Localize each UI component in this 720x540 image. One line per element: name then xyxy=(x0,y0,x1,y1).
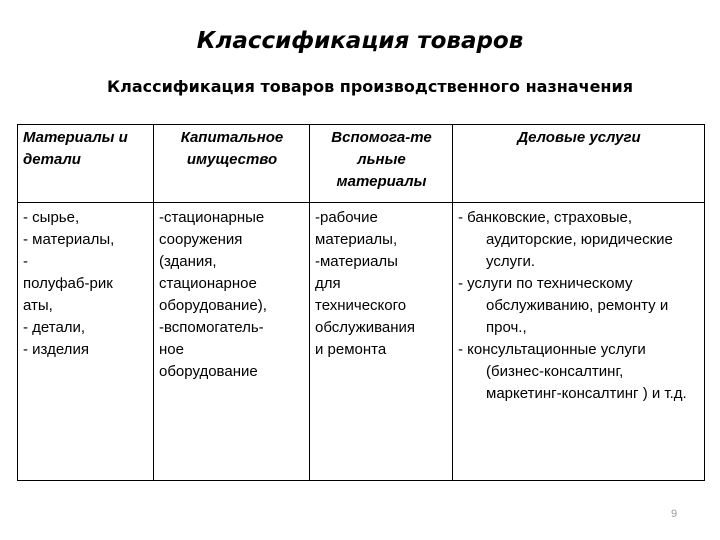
cell-capital xyxy=(154,203,310,481)
list-item: -вспомогатель- xyxy=(159,319,264,336)
list-item: - детали, xyxy=(23,319,86,336)
list-item: ное xyxy=(159,341,184,358)
column-header-capital: Капитальное имущество xyxy=(154,125,310,203)
list-item: - сырье, xyxy=(23,209,80,226)
list-item: аты, xyxy=(23,297,53,314)
list-item: - xyxy=(23,253,28,270)
column-header-auxiliary: Вспомога-те льные материалы xyxy=(310,125,453,203)
list-item: сооружения xyxy=(159,231,243,248)
list-item: и ремонта xyxy=(315,341,387,358)
list-item: для xyxy=(315,275,341,292)
classification-table xyxy=(17,124,705,481)
slide-subtitle: Классификация товаров производственного назначения xyxy=(107,77,633,96)
list-item: -рабочие xyxy=(315,209,378,226)
list-item: - изделия xyxy=(23,341,89,358)
table-row xyxy=(18,203,705,481)
column-header-services: Деловые услуги xyxy=(453,125,705,203)
list-item: -стационарные xyxy=(159,209,265,226)
slide-title: Классификация товаров xyxy=(196,28,524,54)
list-item: обслуживания xyxy=(315,319,416,336)
list-item: -материалы xyxy=(315,253,398,270)
list-item: (здания, xyxy=(159,253,217,270)
table-header-row xyxy=(18,125,705,203)
list-item: - услуги по техническому обслуживанию, ремонту и проч., xyxy=(458,275,669,336)
list-item: - материалы, xyxy=(23,231,115,248)
list-item: материалы, xyxy=(315,231,398,248)
cell-auxiliary xyxy=(310,203,453,481)
list-item: технического xyxy=(315,297,407,314)
page-number: 9 xyxy=(670,508,678,520)
list-item: - банковские, страховые, аудиторские, юридические услуги. xyxy=(458,209,673,270)
list-item: оборудование), xyxy=(159,297,267,314)
list-item: оборудование xyxy=(159,363,258,380)
list-item: стационарное xyxy=(159,275,257,292)
column-header-materials: Материалы и детали xyxy=(18,125,154,203)
cell-services xyxy=(453,203,705,481)
cell-materials xyxy=(18,203,154,481)
list-item: - консультационные услуги (бизнес-консалтинг, маркетинг-консалтинг ) и т.д. xyxy=(458,341,687,402)
list-item: полуфаб-рик xyxy=(23,275,113,292)
